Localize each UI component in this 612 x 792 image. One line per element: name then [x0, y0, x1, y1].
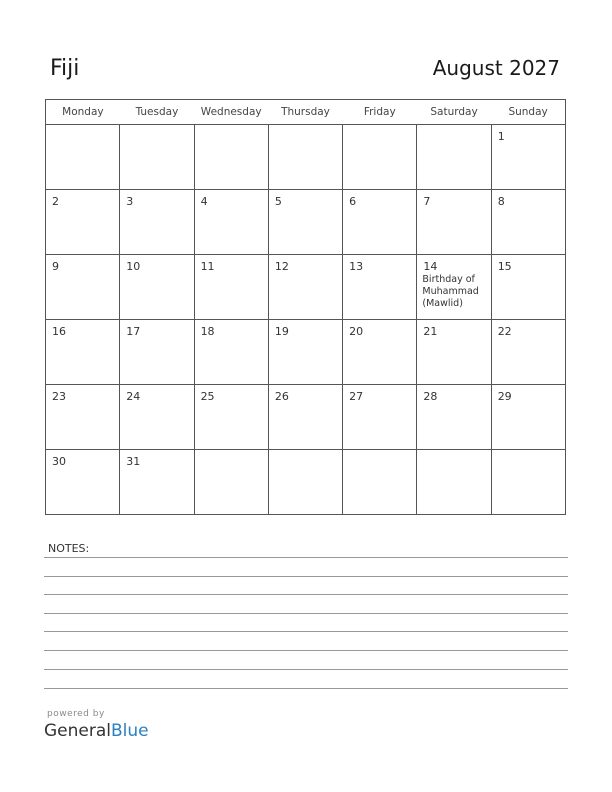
- day-cell: [120, 255, 194, 320]
- day-cell: [417, 190, 491, 255]
- week-row: [46, 450, 566, 515]
- day-cell: [46, 450, 120, 515]
- day-cell: [46, 320, 120, 385]
- week-row: [46, 125, 566, 190]
- weekday-header: Wednesday: [194, 100, 268, 125]
- weekday-header: Monday: [46, 100, 120, 125]
- day-cell: [491, 255, 565, 320]
- empty-day-cell: [46, 125, 120, 190]
- day-number: 5: [274, 195, 282, 208]
- empty-day-cell: [491, 450, 565, 515]
- day-cell: [268, 255, 342, 320]
- empty-day-cell: [268, 125, 342, 190]
- weekday-header: Tuesday: [120, 100, 194, 125]
- weekday-header: Saturday: [417, 100, 491, 125]
- empty-day-cell: [120, 125, 194, 190]
- day-number: 2: [52, 195, 59, 208]
- day-cell: [491, 190, 565, 255]
- day-cell: [46, 255, 120, 320]
- day-cell: [46, 190, 120, 255]
- note-line: [44, 613, 568, 614]
- day-cell: [491, 125, 565, 190]
- day-number: 13: [349, 260, 364, 273]
- week-row: [46, 320, 566, 385]
- week-row: [46, 385, 566, 450]
- day-cell: [120, 385, 194, 450]
- day-cell: [343, 385, 417, 450]
- day-cell: [491, 385, 565, 450]
- day-number: 20: [349, 325, 364, 338]
- note-line: [44, 576, 568, 577]
- day-number: 7: [423, 195, 431, 208]
- day-number: 10: [126, 260, 141, 273]
- weekday-header: Sunday: [491, 100, 565, 125]
- day-cell: [46, 385, 120, 450]
- week-row: [46, 190, 566, 255]
- day-cell: [268, 320, 342, 385]
- calendar-grid: [45, 99, 566, 515]
- weekday-header: Friday: [343, 100, 417, 125]
- note-line: [44, 631, 568, 632]
- day-cell: [120, 450, 194, 515]
- day-number: 22: [497, 325, 512, 338]
- day-number: 24: [126, 390, 141, 403]
- day-number: 16: [52, 325, 66, 338]
- day-number: 1: [497, 130, 505, 143]
- note-line: [44, 669, 568, 670]
- day-number: 14: [423, 260, 438, 273]
- day-cell: [120, 320, 194, 385]
- day-cell: [343, 190, 417, 255]
- day-cell: [194, 255, 268, 320]
- empty-day-cell: [268, 450, 342, 515]
- day-cell: [343, 255, 417, 320]
- note-line: [44, 650, 568, 651]
- note-line: [44, 557, 568, 558]
- day-number: 25: [200, 390, 215, 403]
- day-cell: [194, 320, 268, 385]
- empty-day-cell: [194, 125, 268, 190]
- weekday-header-row: [46, 100, 566, 125]
- powered-by-text: powered by: [47, 709, 105, 719]
- day-number: 6: [349, 195, 357, 208]
- day-number: 29: [497, 390, 512, 403]
- day-cell: [491, 320, 565, 385]
- day-cell: [268, 190, 342, 255]
- day-cell: [120, 190, 194, 255]
- brand-blue: Blue: [111, 721, 149, 741]
- day-number: 15: [497, 260, 512, 273]
- notes-label: NOTES:: [48, 542, 90, 555]
- day-cell: [343, 320, 417, 385]
- day-number: 11: [200, 260, 215, 273]
- day-number: 28: [423, 390, 438, 403]
- empty-day-cell: [417, 125, 491, 190]
- day-cell: [417, 385, 491, 450]
- month-year-title: August 2027: [432, 56, 560, 80]
- week-row: [46, 255, 566, 320]
- day-cell: [417, 255, 491, 320]
- day-cell: [417, 320, 491, 385]
- holiday-label: Birthday of Muhammad (Mawlid): [422, 274, 479, 309]
- empty-day-cell: [194, 450, 268, 515]
- day-cell: [194, 190, 268, 255]
- day-number: 26: [274, 390, 289, 403]
- note-line: [44, 688, 568, 689]
- day-number: 4: [200, 195, 208, 208]
- day-number: 21: [423, 325, 438, 338]
- day-cell: [194, 385, 268, 450]
- empty-day-cell: [417, 450, 491, 515]
- day-number: 19: [274, 325, 289, 338]
- day-number: 3: [126, 195, 134, 208]
- empty-day-cell: [343, 450, 417, 515]
- empty-day-cell: [343, 125, 417, 190]
- brand-general: General: [44, 721, 111, 741]
- country-title: Fiji: [50, 56, 80, 81]
- day-number: 30: [52, 455, 66, 468]
- day-number: 31: [126, 455, 141, 468]
- weekday-header: Thursday: [268, 100, 342, 125]
- generalblue-logo[interactable]: [44, 721, 149, 741]
- note-line: [44, 594, 568, 595]
- day-number: 18: [200, 325, 215, 338]
- day-number: 8: [497, 195, 505, 208]
- day-number: 17: [126, 325, 141, 338]
- day-number: 9: [52, 260, 59, 273]
- day-number: 27: [349, 390, 364, 403]
- day-number: 23: [52, 390, 66, 403]
- day-number: 12: [274, 260, 289, 273]
- day-cell: [268, 385, 342, 450]
